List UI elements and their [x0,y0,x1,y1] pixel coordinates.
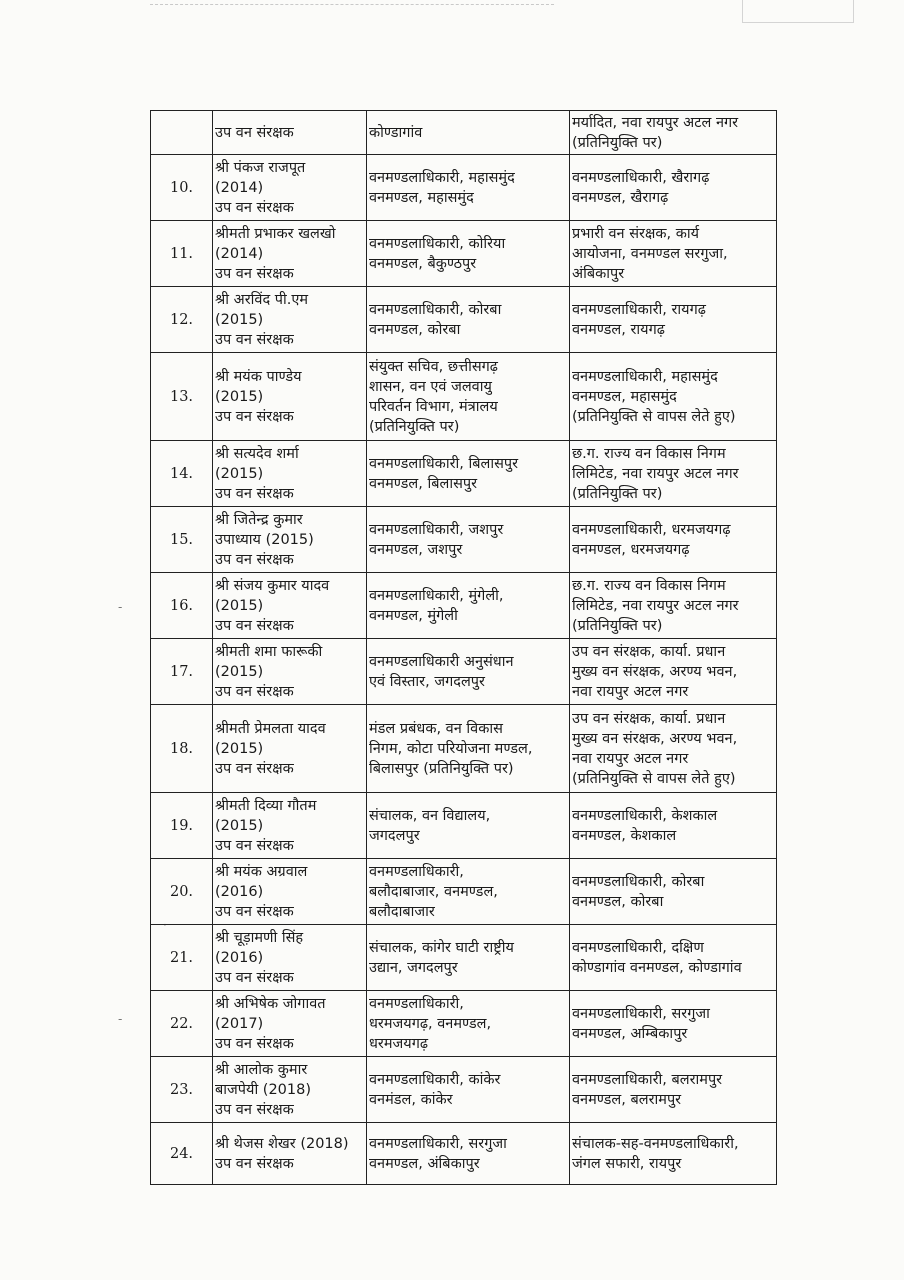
cell-line: बलौदाबाजार, वनमण्डल, [369,883,498,900]
cell-line: संचालक, कांगेर घाटी राष्ट्रीय [369,939,514,956]
cell-line: उप वन संरक्षक [215,903,294,920]
current-post-cell [367,793,570,859]
serial-number: 13. [151,353,213,441]
cell-line: वनमण्डल, अम्बिकापुर [572,1025,688,1042]
cell-line: उप वन संरक्षक [215,760,294,777]
cell-line: श्रीमती शमा फारूकी [215,643,323,660]
table-row [151,111,777,155]
serial-number [151,111,213,155]
cell-line: वनमण्डल, अंबिकापुर [369,1155,480,1172]
cell-line: (प्रतिनियुक्ति से वापस लेते हुए) [572,770,736,787]
current-post-cell [367,221,570,287]
cell-line: उप वन संरक्षक [215,199,294,216]
cell-line: (2015) [215,817,264,834]
margin-mark: - [118,600,123,614]
cell-line: (2014) [215,179,264,196]
cell-line: श्री सत्यदेव शर्मा [215,445,299,462]
table-row [151,1057,777,1123]
cell-line: वनमण्डल, धरमजयगढ़ [572,541,690,558]
cell-line: उप वन संरक्षक [215,617,294,634]
cell-line: (2017) [215,1015,264,1032]
cell-line: वनमण्डलाधिकारी, कोरबा [572,873,705,890]
officer-name-cell [213,287,367,353]
table-row [151,221,777,287]
serial-number: 12. [151,287,213,353]
cell-line: वनमण्डलाधिकारी अनुसंधान [369,653,514,670]
current-post-cell [367,155,570,221]
cell-line: वनमण्डल, महासमुंद [369,189,474,206]
serial-number: 23. [151,1057,213,1123]
cell-line: श्री अरविंद पी.एम [215,291,309,308]
cell-line: (प्रतिनियुक्ति से वापस लेते हुए) [572,408,736,425]
officer-name-cell [213,111,367,155]
cell-line: (2016) [215,883,264,900]
officer-name-cell [213,573,367,639]
serial-number: 11. [151,221,213,287]
new-post-cell [570,441,777,507]
cell-line: श्री चूड़ामणी सिंह [215,929,304,946]
current-post-cell [367,859,570,925]
cell-line: वनमण्डल, रायगढ़ [572,321,665,338]
new-post-cell [570,1123,777,1185]
table-row [151,155,777,221]
new-post-cell [570,573,777,639]
current-post-cell [367,507,570,573]
cell-line: वनमण्डल, जशपुर [369,541,463,558]
cell-line: उप वन संरक्षक [215,1035,294,1052]
new-post-cell [570,991,777,1057]
cell-line: निगम, कोटा परियोजना मण्डल, [369,740,533,757]
current-post-cell [367,287,570,353]
table-row [151,1123,777,1185]
officer-name-cell [213,221,367,287]
cell-line: एवं विस्तार, जगदलपुर [369,673,485,690]
officer-name-cell [213,1123,367,1185]
top-edge-fragment [742,0,854,23]
cell-line: वनमण्डलाधिकारी, रायगढ़ [572,301,706,318]
table-row [151,859,777,925]
cell-line: उप वन संरक्षक [215,124,294,141]
cell-line: (प्रतिनियुक्ति पर) [572,134,663,151]
table-row [151,353,777,441]
officer-name-cell [213,793,367,859]
current-post-cell [367,639,570,705]
cell-line: वनमण्डलाधिकारी, खैरागढ़ [572,169,710,186]
cell-line: वनमण्डलाधिकारी, [369,863,464,880]
cell-line: (2016) [215,949,264,966]
cell-line: (2015) [215,663,264,680]
cell-line: श्री थेजस शेखर (2018) [215,1135,349,1152]
cell-line: आयोजना, वनमण्डल सरगुजा, [572,245,728,262]
table-row [151,507,777,573]
cell-line: श्री मयंक पाण्डेय [215,368,302,385]
cell-line: वनमण्डलाधिकारी, कांकेर [369,1071,501,1088]
cell-line: वनमण्डलाधिकारी, [369,995,464,1012]
cell-line: मुख्य वन संरक्षक, अरण्य भवन, [572,730,738,747]
cell-line: वनमण्डलाधिकारी, बिलासपुर [369,455,519,472]
cell-line: मर्यादित, नवा रायपुर अटल नगर [572,114,739,131]
cell-line: वनमण्डलाधिकारी, बलरामपुर [572,1071,723,1088]
serial-number: 19. [151,793,213,859]
cell-line: वनमण्डल, मुंगेली [369,607,458,624]
cell-line: उप वन संरक्षक, कार्या. प्रधान [572,710,726,727]
cell-line: कोण्डागांव [369,124,423,141]
new-post-cell [570,287,777,353]
cell-line: वनमण्डलाधिकारी, केशकाल [572,807,718,824]
officer-name-cell [213,353,367,441]
serial-number: 18. [151,705,213,793]
cell-line: नवा रायपुर अटल नगर [572,750,689,767]
cell-line: उप वन संरक्षक [215,837,294,854]
officer-name-cell [213,925,367,991]
cell-line: वनमण्डलाधिकारी, धरमजयगढ़ [572,521,731,538]
current-post-cell [367,353,570,441]
new-post-cell [570,925,777,991]
current-post-cell [367,441,570,507]
officer-name-cell [213,859,367,925]
cell-line: उपाध्याय (2015) [215,531,314,548]
new-post-cell [570,639,777,705]
margin-mark: · [163,918,167,932]
cell-line: जंगल सफारी, रायपुर [572,1155,682,1172]
current-post-cell [367,573,570,639]
cell-line: श्री अभिषेक जोगावत [215,995,326,1012]
cell-line: श्रीमती दिव्या गौतम [215,797,317,814]
cell-line: उप वन संरक्षक [215,331,294,348]
new-post-cell [570,221,777,287]
cell-line: वनमण्डल, बिलासपुर [369,475,478,492]
current-post-cell [367,1057,570,1123]
cell-line: वनमण्डल, महासमुंद [572,388,677,405]
serial-number: 17. [151,639,213,705]
new-post-cell [570,507,777,573]
officer-name-cell [213,705,367,793]
current-post-cell [367,705,570,793]
cell-line: संयुक्त सचिव, छत्तीसगढ़ [369,358,498,375]
cell-line: उप वन संरक्षक [215,485,294,502]
cell-line: (प्रतिनियुक्ति पर) [369,418,460,435]
officer-name-cell [213,507,367,573]
cell-line: उप वन संरक्षक [215,408,294,425]
serial-number: 20. [151,859,213,925]
cell-line: उप वन संरक्षक [215,1155,294,1172]
officer-name-cell [213,639,367,705]
officer-name-cell [213,155,367,221]
cell-line: प्रभारी वन संरक्षक, कार्य [572,225,699,242]
cell-line: धरमजयगढ़, वनमण्डल, [369,1015,492,1032]
cell-line: संचालक, वन विद्यालय, [369,807,491,824]
cell-line: वनमण्डलाधिकारी, सरगुजा [369,1135,507,1152]
new-post-cell [570,155,777,221]
cell-line: (2015) [215,311,264,328]
cell-line: मंडल प्रबंधक, वन विकास [369,720,503,737]
cell-line: (2015) [215,465,264,482]
cell-line: श्री मयंक अग्रवाल [215,863,308,880]
serial-number: 24. [151,1123,213,1185]
cell-line: श्री पंकज राजपूत [215,159,306,176]
officer-name-cell [213,991,367,1057]
cell-line: अंबिकापुर [572,265,625,282]
cell-line: श्री आलोक कुमार [215,1061,308,1078]
cell-line: वनमण्डलाधिकारी, जशपुर [369,521,504,538]
current-post-cell [367,925,570,991]
officer-name-cell [213,441,367,507]
serial-number: 15. [151,507,213,573]
cell-line: छ.ग. राज्य वन विकास निगम [572,445,726,462]
cell-line: लिमिटेड, नवा रायपुर अटल नगर [572,465,739,482]
serial-number: 10. [151,155,213,221]
cell-line: उप वन संरक्षक [215,1101,294,1118]
cell-line: जगदलपुर [369,827,420,844]
new-post-cell [570,793,777,859]
cell-line: लिमिटेड, नवा रायपुर अटल नगर [572,597,739,614]
cell-line: धरमजयगढ़ [369,1035,429,1052]
cell-line: श्री जितेन्द्र कुमार [215,511,303,528]
cell-line: वनमंडल, कांकेर [369,1091,453,1108]
cell-line: संचालक-सह-वनमण्डलाधिकारी, [572,1135,739,1152]
cell-line: वनमण्डल, केशकाल [572,827,677,844]
cell-line: परिवर्तन विभाग, मंत्रालय [369,398,498,415]
cell-line: वनमण्डलाधिकारी, सरगुजा [572,1005,710,1022]
cell-line: मुख्य वन संरक्षक, अरण्य भवन, [572,663,738,680]
table-row [151,793,777,859]
cell-line: वनमण्डल, कोरबा [572,893,664,910]
cell-line: वनमण्डल, बैकुण्ठपुर [369,255,477,272]
cell-line: नवा रायपुर अटल नगर [572,683,689,700]
cell-line: (2015) [215,740,264,757]
table-row [151,441,777,507]
serial-number: 21. [151,925,213,991]
serial-number: 16. [151,573,213,639]
cell-line: छ.ग. राज्य वन विकास निगम [572,577,726,594]
cell-line: वनमण्डल, बलरामपुर [572,1091,682,1108]
current-post-cell [367,1123,570,1185]
cell-line: वनमण्डलाधिकारी, दक्षिण [572,939,704,956]
top-edge-line [150,4,554,5]
cell-line: श्रीमती प्रेमलता यादव [215,720,326,737]
table-row [151,925,777,991]
table-row [151,991,777,1057]
cell-line: कोण्डागांव वनमण्डल, कोण्डागांव [572,959,742,976]
cell-line: शासन, वन एवं जलवायु [369,378,492,395]
table-row [151,705,777,793]
new-post-cell [570,111,777,155]
cell-line: बलौदाबाजार [369,903,435,920]
cell-line: (2015) [215,388,264,405]
cell-line: बाजपेयी (2018) [215,1081,312,1098]
cell-line: (2015) [215,597,264,614]
cell-line: उप वन संरक्षक [215,969,294,986]
serial-number: 14. [151,441,213,507]
cell-line: (2014) [215,245,264,262]
officer-name-cell [213,1057,367,1123]
cell-line: श्रीमती प्रभाकर खलखो [215,225,336,242]
current-post-cell [367,111,570,155]
table-row [151,287,777,353]
cell-line: उप वन संरक्षक [215,551,294,568]
cell-line: वनमण्डलाधिकारी, महासमुंद [369,169,515,186]
cell-line: वनमण्डल, खैरागढ़ [572,189,669,206]
cell-line: वनमण्डलाधिकारी, कोरिया [369,235,506,252]
cell-line: उप वन संरक्षक, कार्या. प्रधान [572,643,726,660]
cell-line: (प्रतिनियुक्ति पर) [572,485,663,502]
cell-line: श्री संजय कुमार यादव [215,577,330,594]
cell-line: बिलासपुर (प्रतिनियुक्ति पर) [369,760,514,777]
margin-mark: - [118,1012,123,1026]
new-post-cell [570,1057,777,1123]
cell-line: वनमण्डलाधिकारी, कोरबा [369,301,502,318]
new-post-cell [570,353,777,441]
cell-line: उद्यान, जगदलपुर [369,959,458,976]
cell-line: (प्रतिनियुक्ति पर) [572,617,663,634]
cell-line: वनमण्डल, कोरबा [369,321,461,338]
serial-number: 22. [151,991,213,1057]
cell-line: उप वन संरक्षक [215,683,294,700]
new-post-cell [570,859,777,925]
cell-line: वनमण्डलाधिकारी, मुंगेली, [369,587,504,604]
table-body [151,111,777,1185]
new-post-cell [570,705,777,793]
cell-line: वनमण्डलाधिकारी, महासमुंद [572,368,718,385]
current-post-cell [367,991,570,1057]
table-row [151,639,777,705]
transfer-table [150,110,777,1185]
table-row [151,573,777,639]
cell-line: उप वन संरक्षक [215,265,294,282]
